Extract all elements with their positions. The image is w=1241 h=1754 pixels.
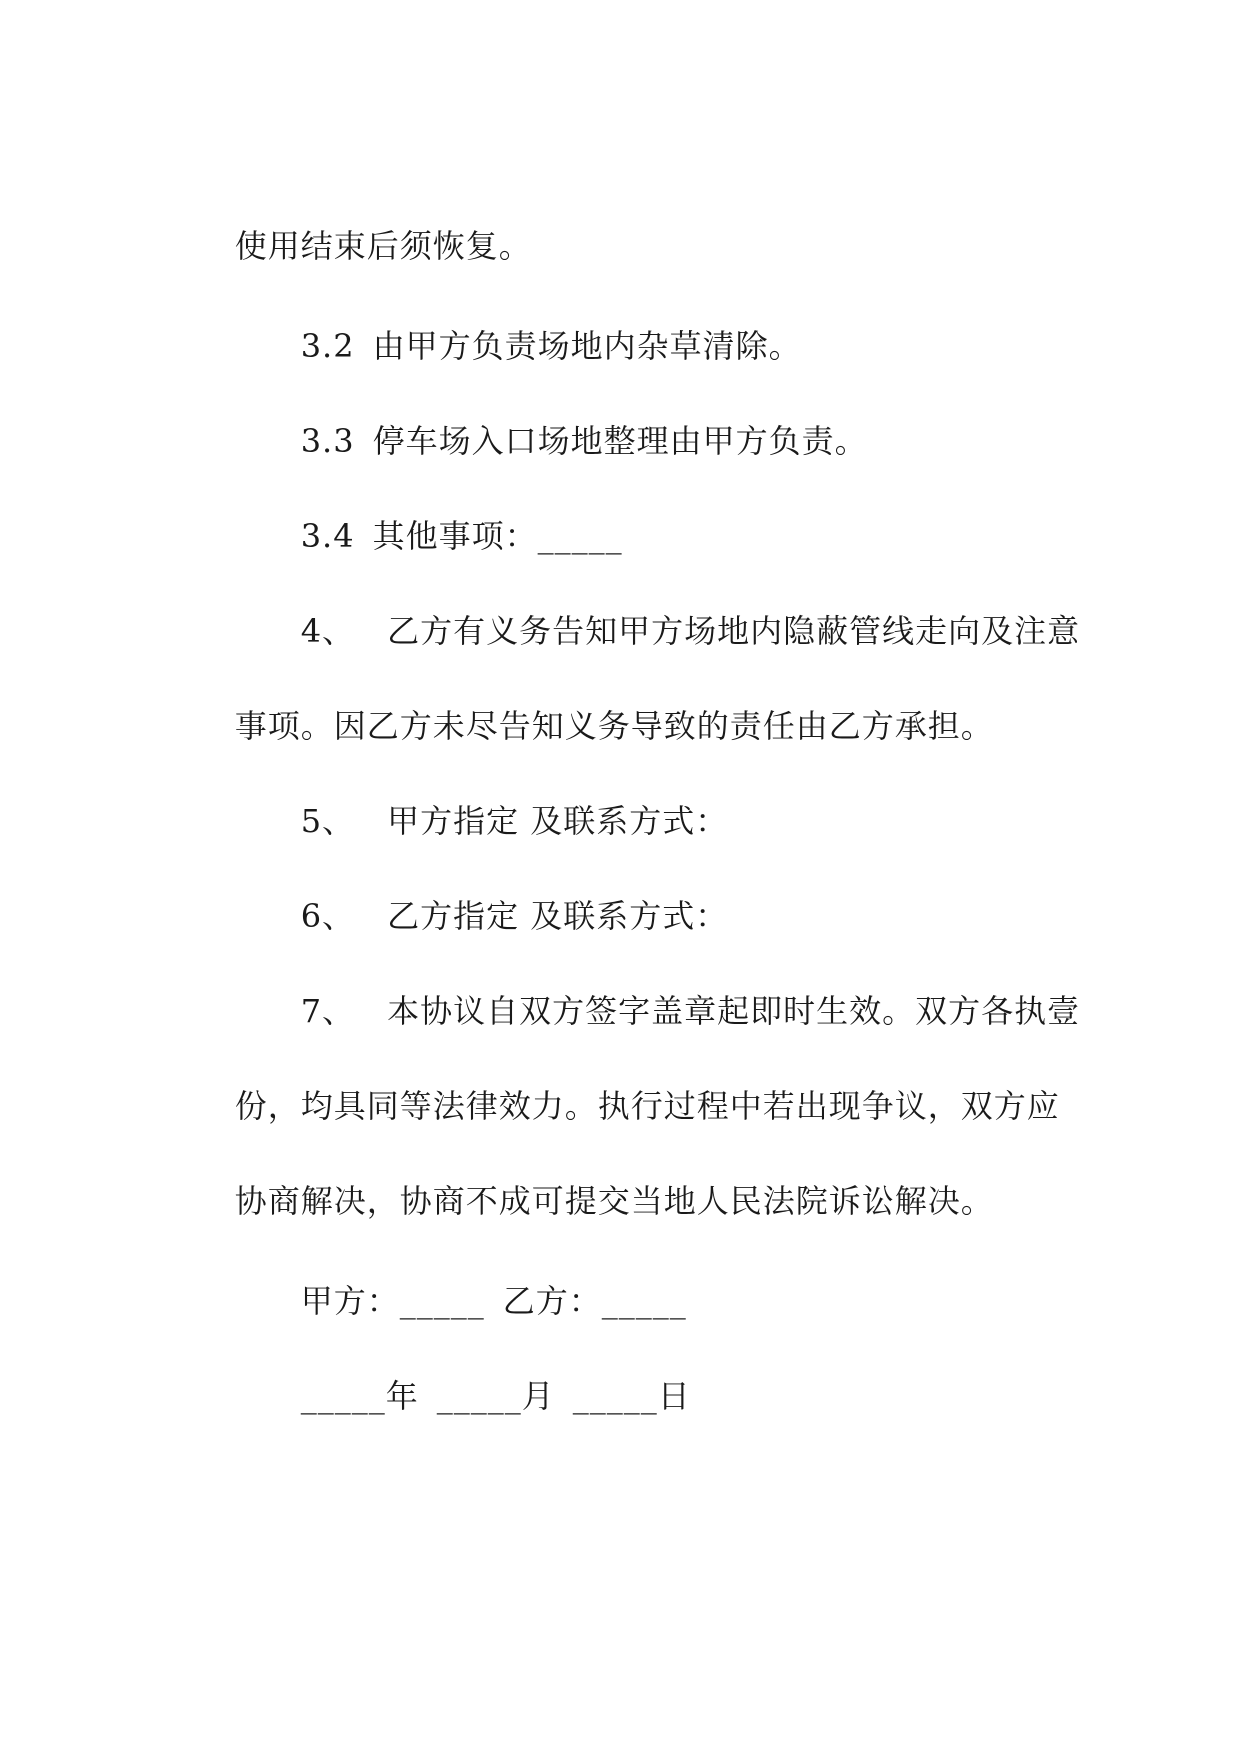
text: 使用结束后须恢复。 <box>234 227 532 265</box>
date-line <box>256 1330 691 1462</box>
date-year: _____年 <box>300 1377 419 1415</box>
clause-number: 6、 <box>300 897 356 935</box>
party-b-signature: 乙方：_____ <box>502 1282 687 1320</box>
party-a-signature: 甲方：_____ <box>300 1282 485 1320</box>
clause-number: 3.4 <box>300 517 355 555</box>
clause-text: 本协议自双方签字盖章起即时生效。双方各执壹 <box>387 992 1081 1030</box>
clause-number: 3.2 <box>300 327 355 365</box>
text: 份，均具同等法律效力。执行过程中若出现争议，双方应 <box>234 1087 1060 1125</box>
clause-text: 其他事项：_____ <box>372 517 623 555</box>
clause-text: 由甲方负责场地内杂草清除。 <box>372 327 802 365</box>
clause-number: 3.3 <box>300 422 355 460</box>
clause-text: 停车场入口场地整理由甲方负责。 <box>372 422 868 460</box>
clause-text: 甲方指定 及联系方式： <box>387 802 729 840</box>
date-day: _____日 <box>572 1377 691 1415</box>
clause-number: 4、 <box>300 612 356 650</box>
clause-number: 7、 <box>300 992 356 1030</box>
text: 事项。因乙方未尽告知义务导致的责任由乙方承担。 <box>234 707 994 745</box>
text: 协商解决，协商不成可提交当地人民法院诉讼解决。 <box>234 1182 994 1220</box>
clause-number: 5、 <box>300 802 356 840</box>
clause-text: 乙方指定 及联系方式： <box>387 897 729 935</box>
clause-text: 乙方有义务告知甲方场地内隐蔽管线走向及注意 <box>387 612 1081 650</box>
date-month: _____月 <box>436 1377 555 1415</box>
